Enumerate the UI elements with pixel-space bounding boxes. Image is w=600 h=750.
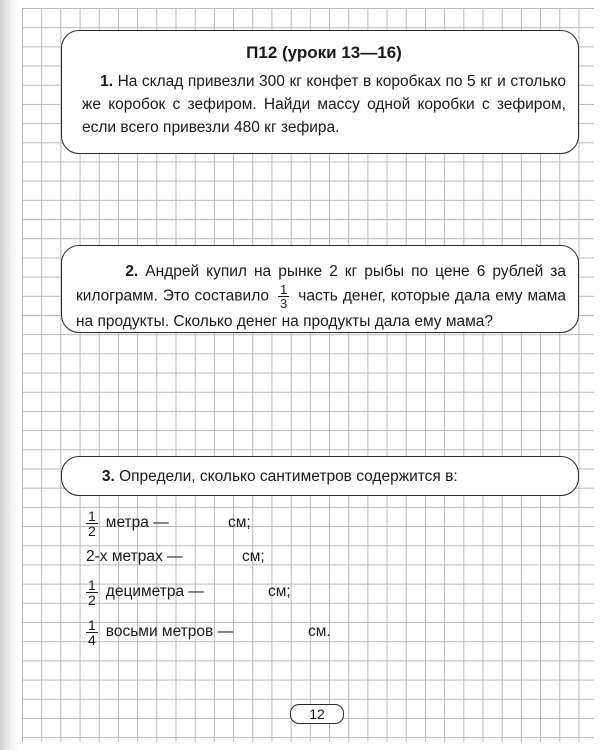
task-2-box	[61, 245, 579, 333]
task-3-body: Определи, сколько сантиметров содержится в:	[119, 468, 458, 485]
task-3-text	[76, 465, 566, 488]
fraction-denominator: 3	[280, 296, 288, 311]
task-1-number: 1.	[100, 73, 114, 90]
conversion-row	[86, 507, 251, 539]
row-label: 2-х метрах —	[86, 548, 183, 565]
task-1-text	[82, 70, 566, 139]
conversion-row	[86, 576, 291, 608]
task-2-body-start: Андрей купил на рынке 2 кг рыбы по цене 6 рублей за килограмм. Это составило	[76, 263, 566, 305]
row-unit: см;	[228, 514, 251, 531]
row-fraction	[86, 618, 98, 647]
page-edge	[0, 0, 18, 750]
row-unit: см;	[268, 583, 291, 600]
task-2-body-end: часть денег, которые дала ему мама на продукты. Сколько денег на продукты дала ему мама?	[76, 287, 566, 330]
task-1-box	[61, 30, 579, 154]
fraction-numerator: 1	[88, 507, 96, 524]
fraction-denominator: 4	[88, 631, 96, 648]
row-unit: см;	[242, 548, 265, 565]
row-label: метра —	[105, 514, 169, 531]
conversion-row	[86, 543, 265, 571]
row-fraction	[86, 509, 98, 538]
task-3-number: 3.	[101, 468, 115, 485]
task-2-text	[76, 260, 566, 333]
row-fraction	[86, 578, 98, 607]
task-2-fraction	[278, 283, 289, 310]
task-3-box	[61, 456, 579, 496]
fraction-denominator: 2	[88, 591, 96, 608]
fraction-denominator: 2	[88, 522, 96, 539]
task-1-body: На склад привезли 300 кг конфет в коробках по 5 кг и столько же коробок с зефиром. Найди массу одной коробки с зефиром, если всего привезли 480 кг зефира.	[82, 73, 566, 136]
fraction-numerator: 1	[88, 616, 96, 633]
section-title: П12 (уроки 13—16)	[246, 43, 402, 62]
row-label: дециметра —	[105, 583, 204, 600]
page-number: 12	[290, 704, 344, 724]
row-unit: см.	[308, 623, 331, 640]
task-2-number: 2.	[125, 263, 139, 280]
fraction-numerator: 1	[88, 576, 96, 593]
fraction-numerator: 1	[280, 282, 288, 297]
row-label: восьми метров —	[105, 623, 234, 640]
conversion-row	[86, 616, 331, 648]
